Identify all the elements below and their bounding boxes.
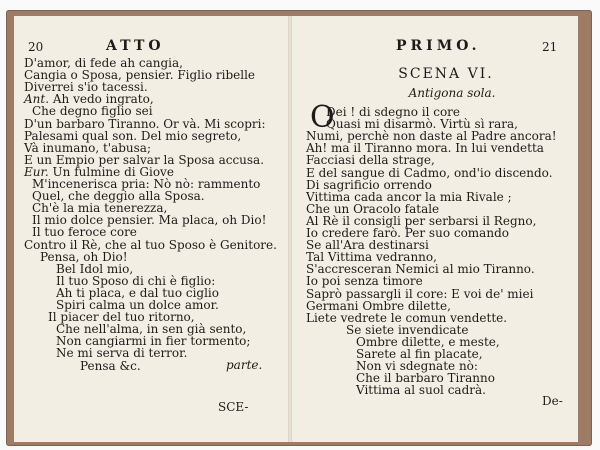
verse-text: Diverrei s'io tacessi. [24, 80, 148, 95]
verse-text: Spiri calma un dolce amor. [56, 298, 219, 312]
verse-text: Germani Ombre dilette, [306, 298, 451, 313]
right-page-number: 21 [542, 40, 558, 54]
scene-title: SCENA VI. [398, 66, 494, 82]
verse-text: Che nell'alma, in sen già sento, [56, 322, 247, 337]
left-catchword: SCE- [218, 400, 249, 414]
verse-text: Io credere farò. Per suo comando [306, 226, 509, 240]
verse-text: Palesami qual son. Del mio segreto, [24, 128, 242, 143]
verse-text: Che degno figlio sei [32, 104, 153, 119]
verse-text: Cangia o Sposa, pensier. Figlio ribelle [24, 68, 256, 83]
verse-text: Ah vedo ingrato, [52, 92, 154, 107]
verse-text: D'amor, di fede ah cangia, [24, 56, 183, 70]
verse-text: Al Rè il consigli per serbarsi il Regno, [306, 213, 537, 228]
verse-text: Ch'è la mia tenerezza, [32, 201, 168, 216]
verse-text: Il mio dolce pensier. Ma placa, oh Dio! [32, 213, 267, 228]
verse-text: Vittima al suol cadrà. [356, 383, 486, 398]
verse-text: Se all'Ara destinarsi [306, 238, 429, 253]
right-running-head: PRIMO. [396, 38, 481, 54]
verse-text: Ombre dilette, e meste, [356, 334, 500, 349]
verse-text: Ne mi serva di terror. [56, 346, 188, 361]
verse-text: Ah ti placa, e dal tuo ciglio [56, 285, 219, 300]
verse-text: Di sagrificio orrendo [306, 177, 432, 192]
verse-text: Bel Idol mio, [56, 261, 134, 276]
verse-text: Saprò passargli il core: E voi de' miei [306, 286, 534, 301]
right-page [292, 16, 578, 442]
scene-character: Antigona sola. [408, 86, 496, 100]
verse-text: E del sangue di Cadmo, ond'io discendo. [306, 165, 553, 180]
verse-text: Sarete al fin placate, [356, 347, 483, 361]
verse-text: Facciasi della strage, [306, 153, 435, 168]
verse-text: Non vi sdegnate nò: [356, 359, 478, 374]
verse-text: Numi, perchè non daste al Padre ancora! [306, 129, 557, 144]
left-page-number: 20 [28, 40, 44, 54]
verse-text: Tal Vittima vedranno, [306, 250, 437, 265]
verse-text: Che il barbaro Tiranno [356, 371, 495, 386]
verse-text: S'accresceran Nemici al mio Tiranno. [306, 262, 535, 277]
verse-text: Il tuo Sposo di chi è figlio: [56, 273, 216, 288]
left-verse-line [80, 359, 141, 374]
speaker-label: Ant. [24, 92, 53, 107]
verse-text: Vittima cada ancor la mia Rivale ; [306, 189, 512, 204]
verse-text: E un Empio per salvar la Sposa accusa. [24, 152, 265, 167]
verse-text: Dei ! di sdegno il core [326, 105, 461, 119]
verse-text: Quel, che deggio alla Sposa. [32, 189, 205, 204]
speaker-label: Eur. [24, 164, 53, 179]
verse-text: Il tuo feroce core [32, 225, 137, 240]
right-verse-line [356, 383, 486, 398]
left-running-head: ATTO [106, 38, 165, 54]
verse-text: Pensa &c. [80, 358, 141, 373]
verse-text: Io poi senza timore [306, 274, 423, 289]
left-page [14, 16, 288, 442]
verse-text: D'un barbaro Tiranno. Or và. Mi scopri: [24, 116, 266, 131]
verse-text: Pensa, oh Dio! [40, 249, 128, 264]
verse-text: Non cangiarmi in fier tormento; [56, 334, 251, 349]
verse-text: Il piacer del tuo ritorno, [48, 310, 195, 325]
verse-text: Contro il Rè, che al tuo Sposo è Genitore. [24, 237, 277, 252]
right-catchword: De- [542, 394, 563, 408]
verse-text: Un fulmine di Giove [52, 164, 174, 179]
verse-text: M'incenerisca pria: Nò nò: rammento [32, 177, 261, 191]
verse-text: Se siete invendicate [346, 322, 469, 337]
verse-text: Quasi mi disarmò. Virtù sì rara, [326, 117, 518, 132]
verse-text: Che un Oracolo fatale [306, 201, 440, 216]
drop-cap: O [310, 100, 335, 135]
verse-text: Ah! ma il Tiranno mora. In lui vendetta [306, 141, 544, 156]
verse-text: Liete vedrete le comun vendette. [306, 310, 508, 325]
stage-direction: parte. [226, 358, 263, 372]
verse-text: Và inumano, t'abusa; [24, 140, 151, 155]
